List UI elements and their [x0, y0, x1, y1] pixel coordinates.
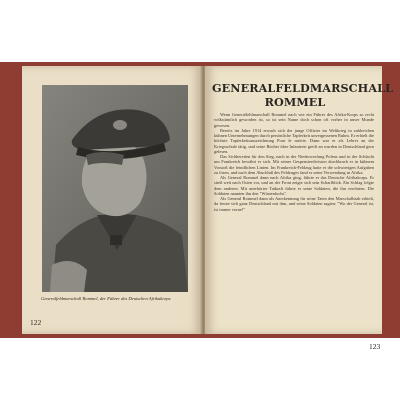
chapter-title-line1: GENERALFELDMARSCHALL — [212, 81, 394, 95]
portrait-illustration — [42, 85, 188, 292]
body-text — [214, 112, 374, 212]
page-number-right: 123 — [369, 342, 381, 351]
portrait-photo — [42, 85, 188, 292]
body-paragraph: Wenn Generalfeldmarschall Rommel nach wie ein Führer des Afrika-Korps so recht volkstümlich geworden ist, so ist sein Name doch schon oft vorher in unser Munde gewesen. — [214, 112, 374, 128]
body-paragraph: Das Sichbereiten für den Sieg, nach in der Niederwerfung Polens und in der Schlacht um Frankreich bewährt er sich. Mit seiner Gespensterdivision durchbrach er in kühnem Vorstoß die feindlichen Linien. Im Frankreich-Feldzug hatte er die schwierigen Aufgaben zu lösen, und nach dem Abschluß des Feldzuges fand er seine Verwendung in Afrika. — [214, 154, 374, 175]
body-paragraph: Als General Rommel dann als Anerkennung für seine Taten den Marschallstab erhielt, da freute sich ganz Deutschland mit ihm, und seine Soldaten sagten: "Wo der General ist, ist immer vorne!" — [214, 196, 374, 212]
body-paragraph: Als General Rommel dann nach Afrika ging, führte er das Deutsche Afrikakorps. Er stieß weit nach Osten vor, und an der Front zeigte sich sein Scharfblick. Ein Schlag folgte dem anderen. Mit unerhörter Tatkraft führte er seine Soldaten, die ihn verehrten. Die Soldaten nannten ihn den "Wüstenfuchs". — [214, 175, 374, 196]
chapter-title-line2: ROMMEL — [264, 95, 326, 109]
page-number-left: 122 — [30, 318, 42, 327]
body-paragraph: Bereits im Jahre 1914 erwarb sich der junge Offizier im Weltkrieg in zahlreichen kühnen Unternehmungen durch persönliche Tapferkeit unvergessenen Ruhm. Er erhielt die höchste Tapferkeitsauszeichnung Pour le mérite. Dann war er als Lehrer an der Kriegsschule tätig, und seine Bücher über Infanterie greift an wurden in Deutschland gern gelesen. — [214, 127, 374, 154]
photo-caption: Generalfeldmarschall Rommel, der Führer des Deutschen Afrikakorps — [41, 296, 171, 301]
chapter-title — [212, 81, 394, 109]
